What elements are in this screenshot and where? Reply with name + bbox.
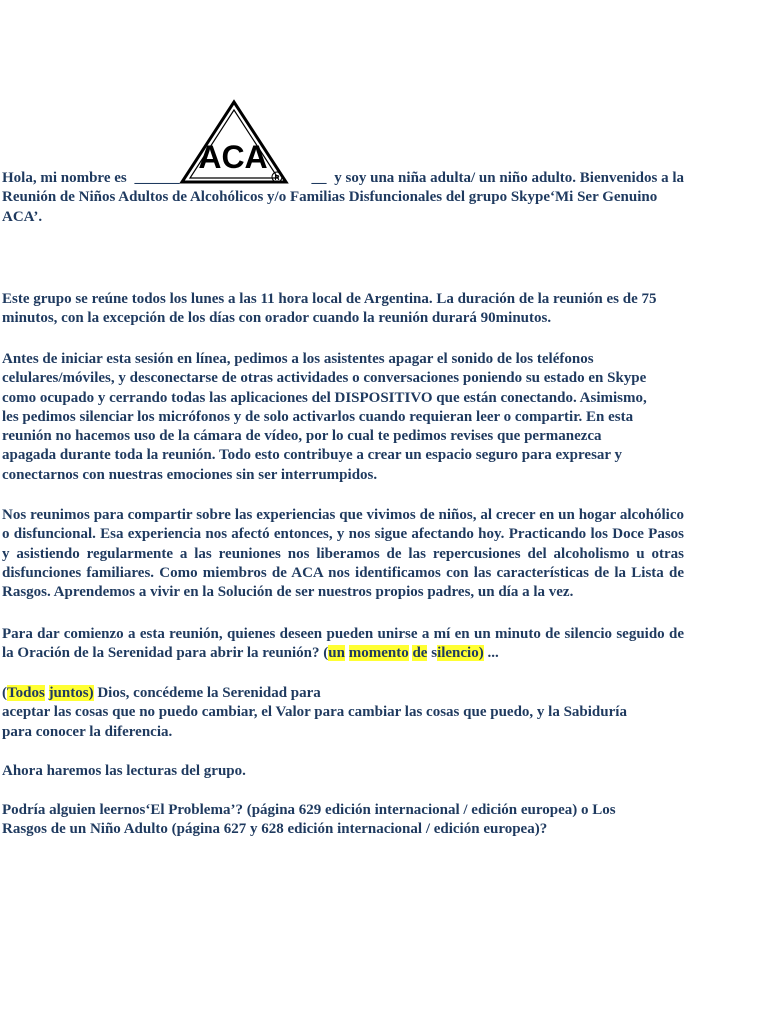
rules-line: les pedimos silenciar los micrófonos y de solo activarlos cuando requieran leer o compartir. En esta <box>2 408 634 425</box>
prayer-line3: para conocer la diferencia. <box>2 723 173 740</box>
highlight-un: un <box>328 645 345 662</box>
rules-line: conectarnos con nuestras emociones sin ser interrumpidos. <box>2 466 378 483</box>
rules-paragraph <box>2 350 684 485</box>
reading-request-paragraph <box>2 801 684 840</box>
registered-mark: R <box>274 175 280 182</box>
readings-paragraph: Ahora haremos las lecturas del grupo. <box>2 763 246 779</box>
intro-paragraph <box>2 169 684 227</box>
intro-line3: ACA’. <box>2 208 43 225</box>
rules-line: celulares/móviles, y desconectarse de otras actividades o conversaciones poniendo su estado en Skype <box>2 370 647 387</box>
purpose-paragraph: Nos reunimos para compartir sobre las experiencias que vivimos de niños, al crecer en un hogar alcohólico o disfuncional. Esa experiencia nos afectó entonces, y nos sigue afectando hoy. Practicando los Doce Pasos y asistiendo regularmente a las reuniones nos liberamos de las repercusiones del alcoholismo u otras disfunciones familiares. Como miembros de ACA nos identificamos con las características de la Lista de Rasgos. Aprendemos a vivir en la Solución de ser nuestros propios padres, un día a la vez. <box>2 507 684 601</box>
highlight-de: de <box>412 645 428 662</box>
intro-line2: Reunión de Niños Adultos de Alcohólicos y/o Familias Disfuncionales del grupo Skype‘Mi Ser Genuino <box>2 189 658 206</box>
rules-line: apagada durante toda la reunión. Todo esto contribuye a crear un espacio seguro para expresar y <box>2 447 623 464</box>
schedule-paragraph: Este grupo se reúne todos los lunes a las 11 hora local de Argentina. La duración de la reunión es de 75 minutos, con la excepción de los días con orador cuando la reunión durará 90minutos. <box>2 291 657 327</box>
logo-text: ACA <box>198 139 268 175</box>
request-line2: Rasgos de un Niño Adulto (página 627 y 628 edición internacional / edición europea)? <box>2 821 548 838</box>
name-blank: ______ __ <box>134 170 327 186</box>
rules-line: Antes de iniciar esta sesión en línea, pedimos a los asistentes apagar el sonido de los teléfonos <box>2 351 594 367</box>
rules-line: reunión no hacemos uso de la cámara de vídeo, por lo cual te pedimos revises que permanezca <box>2 428 602 445</box>
highlight-momento: momento <box>348 645 409 662</box>
intro-hello: Hola, mi nombre es <box>2 170 127 186</box>
serenity-prayer: (Todos juntos) Dios, concédeme la Serenidad para aceptar las cosas que no puedo cambiar, el Valor para cambiar las cosas que puedo, y la Sabiduría para conocer la diferencia. <box>2 684 684 742</box>
highlight-silencio: ilencio) <box>437 645 484 662</box>
request-line1: Podría alguien leernos‘El Problema’? (página 629 edición internacional / edición europea) o Los <box>2 802 616 818</box>
rules-line: como ocupado y cerrando todas las aplicaciones del DISPOSITIVO que están conectando. Asimismo, <box>2 389 647 406</box>
prayer-line2: aceptar las cosas que no puedo cambiar, el Valor para cambiar las cosas que puedo, y la Sabiduría <box>2 704 627 721</box>
intro-rest: y soy una niña adulta/ un niño adulto. Bienvenidos a la <box>334 170 684 186</box>
highlight-juntos: juntos) <box>48 685 94 701</box>
highlight-todos: Todos <box>7 685 45 701</box>
opening-paragraph: Para dar comienzo a esta reunión, quienes deseen pueden unirse a mí en un minuto de silencio seguido de la Oración de la Serenidad para abrir la reunión? (un momento de silencio) ... <box>2 626 684 662</box>
